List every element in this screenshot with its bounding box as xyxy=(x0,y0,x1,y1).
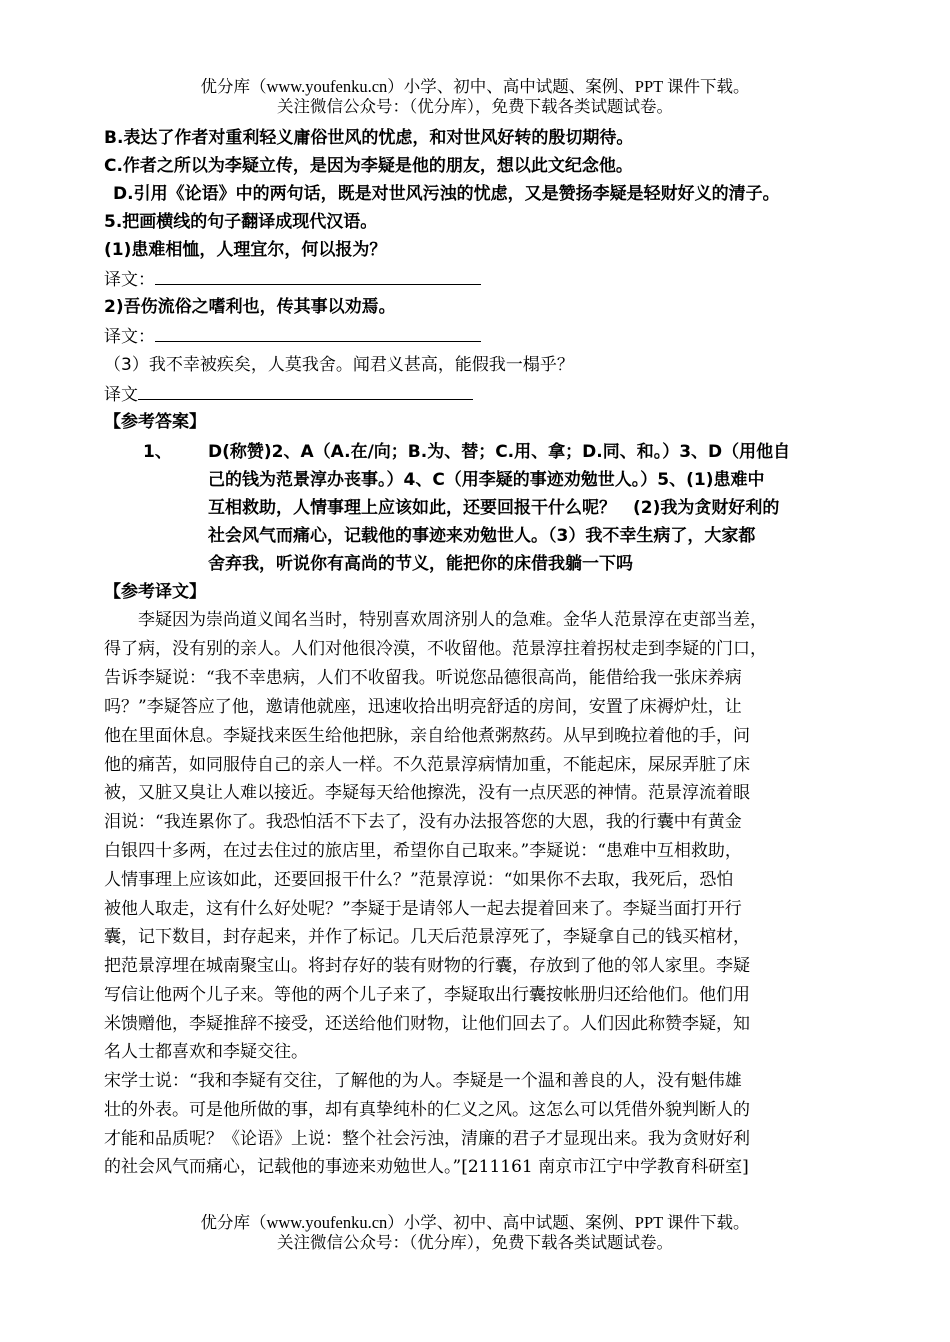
translation-paragraph-line: 写信让他两个儿子来。等他的两个儿子来了，李疑取出行囊按帐册归还给他们。他们用 xyxy=(104,985,750,1005)
translation-line-1 xyxy=(104,268,481,291)
translation-paragraph-line: 被他人取走，这有什么好处呢？”李疑于是请邻人一起去提着回来了。李疑当面打开行 xyxy=(104,899,742,919)
sentence-3: （3）我不幸被疾矣，人莫我舍。闻君义甚高，能假我一榻乎？ xyxy=(104,355,574,375)
answer-blank xyxy=(155,325,481,342)
footer-line-1: 优分库（www.youfenku.cn）小学、初中、高中试题、案例、PPT 课件下载。 xyxy=(200,1213,750,1232)
answers-heading: 【参考答案】 xyxy=(104,412,206,432)
option-d: D.引用《论语》中的两句话，既是对世风污浊的忧虑，又是赞扬李疑是轻财好义的清子。 xyxy=(113,184,780,204)
translation-paragraph-line: 他的痛苦，如同服侍自己的亲人一样。不久范景淳病情加重，不能起床，屎尿弄脏了床 xyxy=(104,755,750,775)
translation-paragraph-line: 壮的外表。可是他所做的事，却有真挚纯朴的仁义之风。这怎么可以凭借外貌判断人的 xyxy=(104,1100,750,1120)
answer-line: 己的钱为范景淳办丧事。）4、C（用李疑的事迹劝勉世人。）5、(1)患难中 xyxy=(208,470,765,490)
translation-paragraph-line: 吗？”李疑答应了他，邀请他就座，迅速收拾出明亮舒适的房间，安置了床褥炉灶，让 xyxy=(104,697,742,717)
translation-paragraph-line: 李疑因为崇尚道义闻名当时，特别喜欢周济别人的急难。金华人范景淳在吏部当差， xyxy=(104,610,767,630)
translation-paragraph-line: 宋学士说：“我和李疑有交往，了解他的为人。李疑是一个温和善良的人，没有魁伟雄 xyxy=(104,1071,742,1091)
footer-line-2: 关注微信公众号：（优分库），免费下载各类试题试卷。 xyxy=(277,1233,673,1252)
translation-paragraph-line: 米馈赠他，李疑推辞不接受，还送给他们财物，让他们回去了。人们因此称赞李疑，知 xyxy=(104,1014,750,1034)
translation-paragraph-line: 把范景淳埋在城南聚宝山。将封存好的装有财物的行囊，存放到了他的邻人家里。李疑 xyxy=(104,956,750,976)
translation-paragraph-line: 白银四十多两，在过去住过的旅店里，希望你自己取来。”李疑说：“患难中互相救助， xyxy=(104,841,742,861)
sentence-1: (1)患难相恤，人理宜尔，何以报为？ xyxy=(104,240,387,260)
answer-number: 1、 xyxy=(143,442,172,462)
translation-heading: 【参考译文】 xyxy=(104,582,206,602)
translation-paragraph-line: 才能和品质呢？《论语》上说：整个社会污浊，清廉的君子才显现出来。我为贪财好利 xyxy=(104,1129,750,1149)
translation-paragraph-line: 泪说：“我连累你了。我恐怕活不下去了，没有办法报答您的大恩，我的行囊中有黄金 xyxy=(104,812,742,832)
translation-paragraph-line: 名人士都喜欢和李疑交往。 xyxy=(104,1042,308,1062)
translation-paragraph-line: 他在里面休息。李疑找来医生给他把脉，亲自给他煮粥熬药。从早到晚拉着他的手，问 xyxy=(104,726,750,746)
header-line-1: 优分库（www.youfenku.cn）小学、初中、高中试题、案例、PPT 课件下载。 xyxy=(200,77,750,96)
translation-paragraph-line: 的社会风气而痛心，记载他的事迹来劝勉世人。”[211161 南京市江宁中学教育科研室] xyxy=(104,1157,749,1177)
translation-paragraph-line: 被，又脏又臭让人难以接近。李疑每天给他擦洗，没有一点厌恶的神情。范景淳流着眼 xyxy=(104,783,750,803)
translation-line-2 xyxy=(104,325,481,348)
option-b: B.表达了作者对重利轻义庸俗世风的忧虑，和对世风好转的殷切期待。 xyxy=(104,128,634,148)
answer-blank xyxy=(155,268,481,285)
answer-line: 社会风气而痛心，记载他的事迹来劝勉世人。（3）我不幸生病了，大家都 xyxy=(208,526,756,546)
answer-line: D(称赞)2、A（A.在/向；B.为、替；C.用、拿；D.同、和。）3、D（用他自 xyxy=(208,442,791,462)
answer-line: 舍弃我，听说你有高尚的节义，能把你的床借我躺一下吗 xyxy=(208,554,633,574)
option-c: C.作者之所以为李疑立传，是因为李疑是他的朋友，想以此文纪念他。 xyxy=(104,156,633,176)
answer-blank xyxy=(138,383,473,400)
translation-paragraph-line: 得了病，没有别的亲人。人们对他很冷漠，不收留他。范景淳拄着拐杖走到李疑的门口， xyxy=(104,639,767,659)
translation-line-3 xyxy=(104,383,473,406)
sentence-2: 2)吾伤流俗之嗜利也，传其事以劝焉。 xyxy=(104,297,396,317)
translation-label: 译文： xyxy=(104,327,155,347)
translation-label: 译文 xyxy=(104,385,138,405)
translation-paragraph-line: 人情事理上应该如此，还要回报干什么？”范景淳说：“如果你不去取，我死后，恐怕 xyxy=(104,870,734,890)
translation-paragraph-line: 囊，记下数目，封存起来，并作了标记。几天后范景淳死了，李疑拿自己的钱买棺材， xyxy=(104,927,750,947)
answer-line: 互相救助，人情事理上应该如此，还要回报干什么呢？ (2)我为贪财好利的 xyxy=(208,498,780,518)
question-5: 5.把画横线的句子翻译成现代汉语。 xyxy=(104,212,378,232)
translation-paragraph-line: 告诉李疑说：“我不幸患病，人们不收留我。听说您品德很高尚，能借给我一张床养病 xyxy=(104,668,742,688)
translation-label: 译文： xyxy=(104,270,155,290)
header-line-2: 关注微信公众号：（优分库），免费下载各类试题试卷。 xyxy=(277,97,673,116)
